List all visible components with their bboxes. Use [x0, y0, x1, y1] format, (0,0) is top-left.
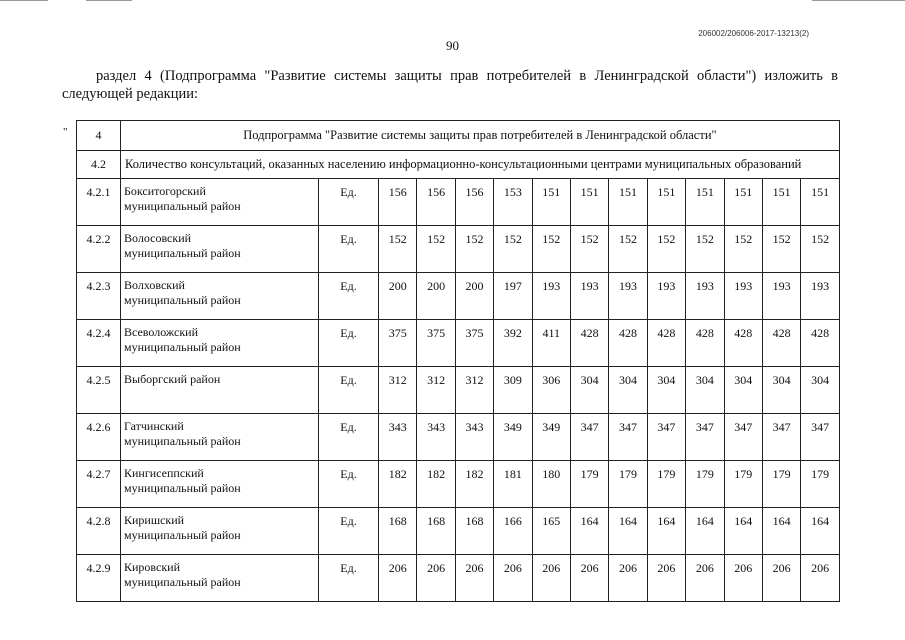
district-name-line2: муниципальный район	[124, 481, 241, 495]
section-title: Подпрограмма "Развитие системы защиты прав потребителей в Ленинградской области"	[121, 121, 840, 151]
value-cell: 152	[724, 226, 762, 273]
table-row	[77, 273, 840, 320]
value-cell: 164	[801, 508, 840, 555]
value-cell: 152	[532, 226, 570, 273]
value-cell: 179	[724, 461, 762, 508]
value-cell: 168	[417, 508, 455, 555]
district-name-line2: муниципальный район	[124, 246, 241, 260]
value-cell: 193	[801, 273, 840, 320]
value-cell: 193	[532, 273, 570, 320]
value-cell: 206	[724, 555, 762, 602]
value-cell: 304	[686, 367, 724, 414]
value-cell: 179	[647, 461, 685, 508]
value-cell: 304	[801, 367, 840, 414]
value-cell: 206	[494, 555, 532, 602]
value-cell: 304	[570, 367, 608, 414]
value-cell: 164	[762, 508, 800, 555]
value-cell: 151	[647, 179, 685, 226]
value-cell: 206	[570, 555, 608, 602]
section-number: 4	[77, 121, 121, 151]
district-name-line1: Кингисеппский	[124, 466, 204, 480]
value-cell: 347	[647, 414, 685, 461]
value-cell: 200	[379, 273, 417, 320]
value-cell: 375	[455, 320, 493, 367]
value-cell: 166	[494, 508, 532, 555]
document-id: 206002/206006-2017-13213(2)	[698, 29, 809, 38]
district-name-line1: Всеволожский	[124, 325, 198, 339]
value-cell: 152	[417, 226, 455, 273]
unit-cell: Ед.	[319, 273, 379, 320]
value-cell: 181	[494, 461, 532, 508]
value-cell: 206	[801, 555, 840, 602]
scan-edge-left	[0, 0, 48, 1]
value-cell: 164	[609, 508, 647, 555]
table-row	[77, 179, 840, 226]
value-cell: 193	[609, 273, 647, 320]
row-number: 4.2.4	[77, 320, 121, 367]
value-cell: 375	[379, 320, 417, 367]
value-cell: 347	[801, 414, 840, 461]
district-name-line1: Киришский	[124, 513, 185, 527]
district-name-line2: муниципальный район	[124, 575, 241, 589]
value-cell: 165	[532, 508, 570, 555]
value-cell: 151	[801, 179, 840, 226]
value-cell: 428	[801, 320, 840, 367]
indicator-row	[77, 151, 840, 179]
value-cell: 193	[647, 273, 685, 320]
value-cell: 375	[417, 320, 455, 367]
opening-quote-mark: "	[63, 126, 68, 138]
value-cell: 200	[417, 273, 455, 320]
value-cell: 206	[455, 555, 493, 602]
value-cell: 152	[455, 226, 493, 273]
value-cell: 206	[532, 555, 570, 602]
district-name-line1: Выборгский район	[124, 372, 221, 386]
unit-cell: Ед.	[319, 367, 379, 414]
district-name	[121, 367, 319, 414]
value-cell: 304	[762, 367, 800, 414]
row-number: 4.2.6	[77, 414, 121, 461]
value-cell: 182	[455, 461, 493, 508]
indicator-number: 4.2	[77, 151, 121, 179]
district-name-line2: муниципальный район	[124, 528, 241, 542]
value-cell: 206	[686, 555, 724, 602]
intro-paragraph: раздел 4 (Подпрограмма "Развитие системы защиты прав потребителей в Ленинградской области") изложить в следующей редакции:	[62, 68, 838, 102]
page-number: 90	[446, 38, 459, 53]
district-name-line1: Бокситогорский	[124, 184, 206, 198]
row-number: 4.2.7	[77, 461, 121, 508]
value-cell: 312	[417, 367, 455, 414]
value-cell: 151	[532, 179, 570, 226]
value-cell: 428	[762, 320, 800, 367]
scan-edge-middle	[86, 0, 132, 1]
row-number: 4.2.3	[77, 273, 121, 320]
value-cell: 152	[609, 226, 647, 273]
value-cell: 349	[494, 414, 532, 461]
value-cell: 164	[724, 508, 762, 555]
district-name	[121, 226, 319, 273]
unit-cell: Ед.	[319, 508, 379, 555]
value-cell: 151	[724, 179, 762, 226]
district-name-line2: муниципальный район	[124, 434, 241, 448]
value-cell: 312	[455, 367, 493, 414]
value-cell: 152	[801, 226, 840, 273]
district-name-line2: муниципальный район	[124, 199, 241, 213]
value-cell: 206	[609, 555, 647, 602]
value-cell: 347	[570, 414, 608, 461]
district-name	[121, 555, 319, 602]
value-cell: 152	[570, 226, 608, 273]
value-cell: 151	[686, 179, 724, 226]
section-row	[77, 121, 840, 151]
value-cell: 179	[570, 461, 608, 508]
table-row	[77, 461, 840, 508]
value-cell: 206	[417, 555, 455, 602]
value-cell: 151	[762, 179, 800, 226]
value-cell: 152	[647, 226, 685, 273]
value-cell: 182	[417, 461, 455, 508]
row-number: 4.2.1	[77, 179, 121, 226]
district-name	[121, 414, 319, 461]
value-cell: 168	[379, 508, 417, 555]
value-cell: 164	[686, 508, 724, 555]
value-cell: 152	[762, 226, 800, 273]
row-number: 4.2.5	[77, 367, 121, 414]
table-row	[77, 226, 840, 273]
table-row	[77, 414, 840, 461]
value-cell: 152	[494, 226, 532, 273]
value-cell: 164	[647, 508, 685, 555]
value-cell: 347	[686, 414, 724, 461]
value-cell: 156	[379, 179, 417, 226]
value-cell: 197	[494, 273, 532, 320]
district-name-line2: муниципальный район	[124, 293, 241, 307]
value-cell: 168	[455, 508, 493, 555]
value-cell: 182	[379, 461, 417, 508]
district-name-line1: Гатчинский	[124, 419, 184, 433]
unit-cell: Ед.	[319, 320, 379, 367]
value-cell: 164	[570, 508, 608, 555]
value-cell: 193	[686, 273, 724, 320]
value-cell: 193	[762, 273, 800, 320]
indicator-title: Количество консультаций, оказанных населению информационно-консультационными центрами муниципальных образований	[121, 151, 840, 179]
table-row	[77, 508, 840, 555]
unit-cell: Ед.	[319, 461, 379, 508]
table-row	[77, 555, 840, 602]
value-cell: 347	[609, 414, 647, 461]
value-cell: 152	[379, 226, 417, 273]
value-cell: 153	[494, 179, 532, 226]
district-name-line1: Волосовский	[124, 231, 192, 245]
unit-cell: Ед.	[319, 414, 379, 461]
scan-edge-right	[812, 0, 905, 1]
value-cell: 411	[532, 320, 570, 367]
district-name	[121, 320, 319, 367]
district-name	[121, 273, 319, 320]
value-cell: 343	[379, 414, 417, 461]
value-cell: 206	[762, 555, 800, 602]
table-row	[77, 320, 840, 367]
value-cell: 392	[494, 320, 532, 367]
district-name	[121, 508, 319, 555]
row-number: 4.2.8	[77, 508, 121, 555]
value-cell: 152	[686, 226, 724, 273]
row-number: 4.2.2	[77, 226, 121, 273]
value-cell: 304	[647, 367, 685, 414]
value-cell: 428	[609, 320, 647, 367]
value-cell: 343	[455, 414, 493, 461]
unit-cell: Ед.	[319, 179, 379, 226]
district-name-line1: Волховский	[124, 278, 185, 292]
value-cell: 151	[609, 179, 647, 226]
value-cell: 206	[379, 555, 417, 602]
value-cell: 156	[455, 179, 493, 226]
unit-cell: Ед.	[319, 555, 379, 602]
value-cell: 304	[724, 367, 762, 414]
district-name-line1: Кировский	[124, 560, 181, 574]
value-cell: 179	[801, 461, 840, 508]
value-cell: 206	[647, 555, 685, 602]
value-cell: 349	[532, 414, 570, 461]
value-cell: 428	[686, 320, 724, 367]
value-cell: 179	[762, 461, 800, 508]
value-cell: 309	[494, 367, 532, 414]
value-cell: 180	[532, 461, 570, 508]
value-cell: 200	[455, 273, 493, 320]
value-cell: 179	[609, 461, 647, 508]
table-row	[77, 367, 840, 414]
indicators-table	[76, 120, 840, 602]
value-cell: 193	[724, 273, 762, 320]
value-cell: 428	[724, 320, 762, 367]
value-cell: 312	[379, 367, 417, 414]
row-number: 4.2.9	[77, 555, 121, 602]
value-cell: 347	[724, 414, 762, 461]
value-cell: 428	[647, 320, 685, 367]
value-cell: 347	[762, 414, 800, 461]
value-cell: 179	[686, 461, 724, 508]
value-cell: 306	[532, 367, 570, 414]
district-name	[121, 179, 319, 226]
unit-cell: Ед.	[319, 226, 379, 273]
value-cell: 343	[417, 414, 455, 461]
value-cell: 156	[417, 179, 455, 226]
value-cell: 151	[570, 179, 608, 226]
value-cell: 193	[570, 273, 608, 320]
district-name-line2: муниципальный район	[124, 340, 241, 354]
value-cell: 304	[609, 367, 647, 414]
value-cell: 428	[570, 320, 608, 367]
district-name	[121, 461, 319, 508]
